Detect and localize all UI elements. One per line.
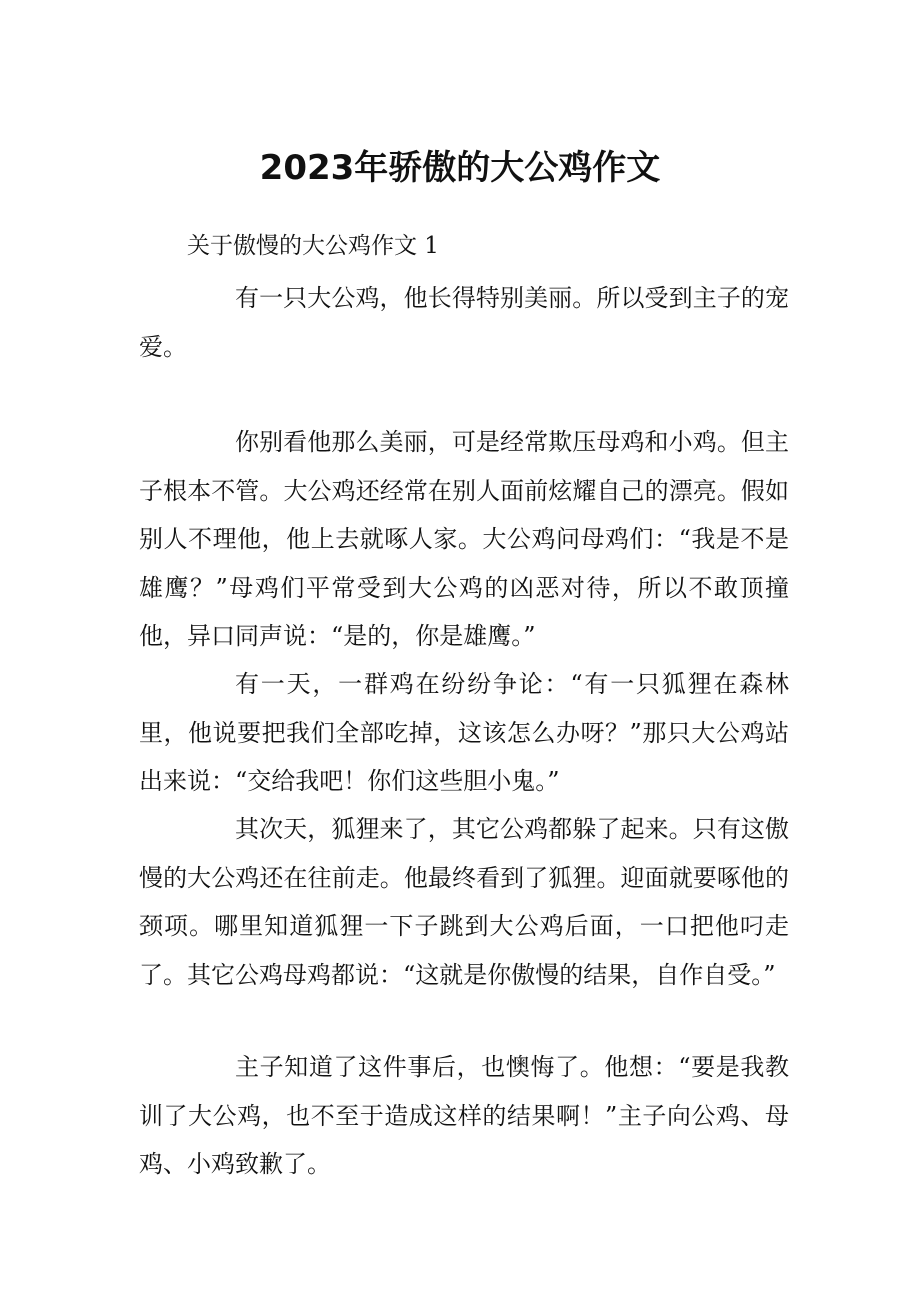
paragraph-5: 主子知道了这件事后，也懊悔了。他想：“要是我教训了大公鸡，也不至于造成这样的结果啊！”主子向公鸡、母鸡、小鸡致歉了。 [139, 1053, 789, 1179]
document-title: 2023年骄傲的大公鸡作文 [259, 148, 661, 188]
paragraph-3: 有一天，一群鸡在纷纷争论：“有一只狐狸在森林里，他说要把我们全部吃掉，这该怎么办呀？”那只大公鸡站出来说：“交给我吧！你们这些胆小鬼。” [139, 670, 789, 796]
paragraph-4: 其次天，狐狸来了，其它公鸡都躲了起来。只有这傲慢的大公鸡还在往前走。他最终看到了狐狸。迎面就要啄他的颈项。哪里知道狐狸一下子跳到大公鸡后面，一口把他叼走了。其它公鸡母鸡都说：“这就是你傲慢的结果，自作自受。” [139, 815, 789, 989]
document-subtitle: 关于傲慢的大公鸡作文 1 [187, 233, 439, 259]
paragraph-1: 有一只大公鸡，他长得特别美丽。所以受到主子的宠爱。 [139, 284, 789, 361]
paragraph-2: 你别看他那么美丽，可是经常欺压母鸡和小鸡。但主子根本不管。大公鸡还经常在别人面前炫耀自己的漂亮。假如别人不理他，他上去就啄人家。大公鸡问母鸡们：“我是不是雄鹰？”母鸡们平常受到大公鸡的凶恶对待，所以不敢顶撞他，异口同声说：“是的，你是雄鹰。” [139, 428, 789, 651]
